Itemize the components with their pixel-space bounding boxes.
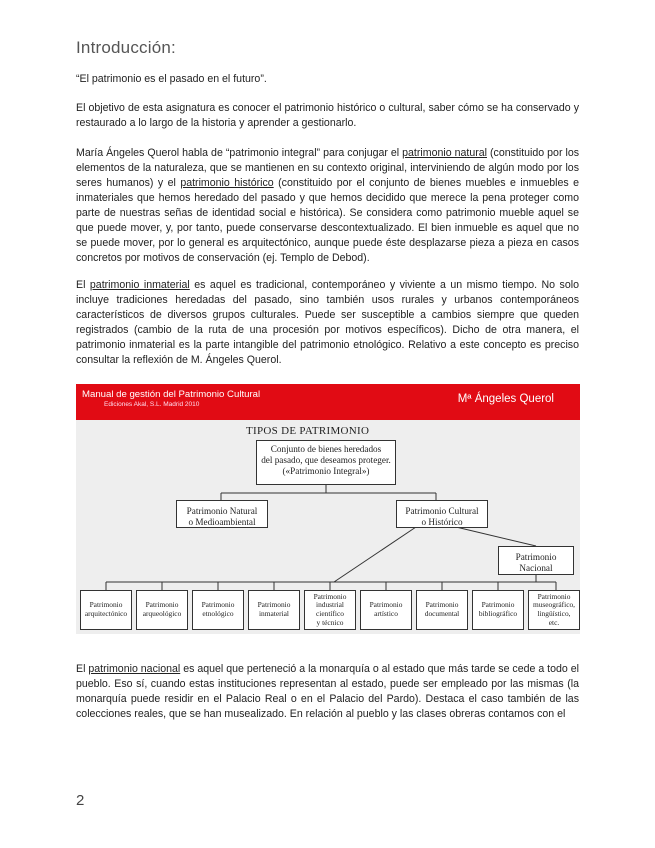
p3-text-a: El (76, 279, 90, 291)
leaf-line: documental (424, 609, 460, 618)
p2-text-b: (constituido por los elementos de la naturaleza, que se mantienen en su contexto original, interviniendo de algún modo por los seres humanos) y el (76, 147, 580, 189)
p3-text-b: es aquel es tradicional, contemporáneo y viviente a un mismo tiempo. No solo incluye tradiciones heredadas del pasado, sino también usos rurales y urbanos contemporáneos característicos de diversos grupos culturales. Puede ser susceptible a cambios siempre que queden registrados (cambio de la ruta de una procesión por motivos específicos). Dicho de otra manera, el patrimonio inmaterial es la parte intangible del patrimonio etnológico. Relativo a este concepto es preciso consultar la reflexión de M. Ángeles Querol. (76, 279, 579, 366)
leaf-line: arqueológico (142, 609, 182, 618)
term-patrimonio-natural: patrimonio natural (402, 147, 487, 159)
leaf-label (314, 593, 347, 627)
diagram-title: TIPOS DE PATRIMONIO (246, 425, 370, 437)
leaf-node (136, 590, 188, 630)
national-heritage-paragraph (76, 662, 579, 722)
intangible-heritage-paragraph (76, 278, 579, 368)
leaf-line: inmaterial (259, 609, 289, 618)
node-patrimonio-natural (176, 500, 268, 528)
leaf-line: museográfico, (532, 600, 576, 610)
leaf-label (425, 601, 459, 618)
objective-text: El objetivo de esta asignatura es conocer el patrimonio histórico o cultural, saber cómo se ha conservado y restaurado a lo largo de la historia y aprender a gestionarlo. (76, 102, 579, 129)
leaf-line: Patrimonio (201, 600, 235, 610)
root-line-2: del pasado, que deseamos proteger. (261, 455, 391, 465)
leaf-line: bibliográfico (478, 609, 518, 618)
page-number: 2 (76, 792, 85, 809)
natural-line-1: Patrimonio Natural (186, 506, 258, 516)
cultural-line-2: o Histórico (421, 517, 463, 527)
leaf-line: arquitectónico (84, 609, 128, 618)
p2-text-c: (constituido por el conjunto de bienes muebles e inmuebles e inmateriales que hemos heredado del pasado y que hemos decidido que merece la pena proteger como parte de nuestras señas de identidad social e histórica). Se considera como patrimonio mueble aquel se que puede mover, y, por tanto, puede conservarse descontextualizado. El bien inmueble es aquel que no se puede mover, por lo general es arquitectónico, aunque puede éste desplazarse pieza a pieza en casos concretos por motivos de conservación (ej. Templo de Debod). (76, 177, 579, 264)
leaf-label (533, 593, 575, 627)
p2-text-a: María Ángeles Querol habla de “patrimonio integral” para conjugar el (76, 147, 403, 159)
term-patrimonio-historico: patrimonio histórico (180, 177, 274, 189)
leaf-node (528, 590, 580, 630)
leaf-node (248, 590, 300, 630)
objective-paragraph (76, 101, 579, 131)
leaf-line: Patrimonio (89, 600, 123, 610)
natural-line-2: o Medioambiental (188, 517, 256, 527)
leaf-node (472, 590, 524, 630)
leaf-line: Patrimonio (257, 600, 291, 610)
leaf-label (85, 601, 127, 618)
leaf-line: Patrimonio (481, 600, 515, 610)
leaf-line: Patrimonio (145, 600, 179, 610)
p4-text-b: es aquel que perteneció a la monarquía o al estado que más tarde se cede a todo el pueblo. Eso sí, cuando estas instituciones representan al estado, puede ser empleado por las mismas (la monarquía puede residir en el Palacio Real o en el Palacio del Pardo). Destaca el caso también de las colecciones reales, que se han musealizado. En relación al pueblo y las clases obreras contamos con el (76, 663, 579, 720)
node-patrimonio-cultural (396, 500, 488, 528)
leaf-node (80, 590, 132, 630)
nacional-line-2: Nacional (519, 563, 553, 573)
leaf-label (370, 601, 403, 618)
integral-heritage-paragraph (76, 146, 579, 266)
banner-title: Manual de gestión del Patrimonio Cultural (82, 389, 261, 400)
leaf-line: y técnico (316, 617, 344, 627)
leaf-line: Patrimonio (537, 591, 571, 601)
leaf-node (192, 590, 244, 630)
intangible-heritage-text (76, 278, 579, 368)
leaf-line: Patrimonio (369, 600, 403, 610)
national-heritage-text (76, 662, 579, 722)
heritage-types-figure (76, 384, 580, 636)
node-patrimonio-integral (256, 440, 396, 485)
p4-text-a: El (76, 663, 89, 675)
quote-paragraph (76, 72, 579, 87)
integral-heritage-text (76, 146, 579, 266)
leaf-line: lingüístico, (537, 609, 571, 618)
leaf-node (304, 590, 356, 630)
leaf-line: etc. (548, 617, 560, 627)
leaf-label (258, 601, 291, 618)
page-heading: Introducción: (76, 38, 176, 57)
root-line-1: Conjunto de bienes heredados (270, 444, 382, 454)
quote-text: “El patrimonio es el pasado en el futuro”. (76, 73, 267, 85)
cultural-line-1: Patrimonio Cultural (405, 506, 479, 516)
leaf-label (202, 601, 235, 618)
leaf-line: etnológico (202, 609, 234, 618)
term-patrimonio-nacional: patrimonio nacional (88, 663, 181, 675)
banner-subtitle: Ediciones Akal, S.L. Madrid 2010 (104, 401, 200, 408)
leaf-label (479, 601, 517, 618)
term-patrimonio-inmaterial: patrimonio inmaterial (89, 279, 190, 291)
node-patrimonio-nacional (498, 546, 574, 575)
leaf-label (143, 601, 182, 618)
leaf-line: industrial (316, 600, 344, 610)
leaf-line: artístico (374, 609, 398, 618)
nacional-line-1: Patrimonio (515, 552, 557, 562)
leaf-node (360, 590, 412, 630)
leaf-line: científico (316, 609, 344, 618)
leaf-node (416, 590, 468, 630)
root-line-3: («Patrimonio Integral») (282, 466, 370, 476)
leaf-line: Patrimonio (425, 600, 459, 610)
banner-author: Mª Ángeles Querol (457, 393, 554, 405)
leaf-line: Patrimonio (313, 591, 347, 601)
